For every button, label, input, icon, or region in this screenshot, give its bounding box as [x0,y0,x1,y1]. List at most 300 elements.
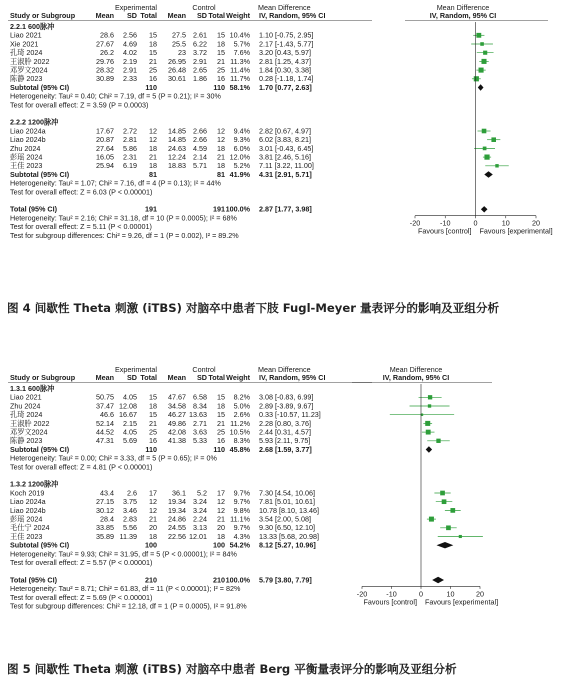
study-row-0-2-weight: 7.6% [233,48,250,58]
study-row-1-4-ctrl-sd: 3.13 [193,523,207,533]
figure-5-caption: 图 5 间歇性 Theta 刺激 (iTBS) 对脑卒中患者 Berg 平衡量表评分的影响及亚组分析 [7,662,457,676]
subgroup-1-subtotal-ci: 8.12 [5.27, 10.96] [259,540,316,550]
subgroup-0-heterogeneity: Heterogeneity: Tau² = 0.40; Chi² = 7.19, df = 5 (P = 0.21); I² = 30% [10,91,221,101]
study-row-1-3-ci: 3.81 [2.46, 5.16] [259,152,311,162]
study-row-1-0-ci: 7.30 [4.54, 10.06] [259,488,315,498]
header-mean-difference-right: Mean Difference [389,365,443,374]
study-row-0-3-name: 王淑肸 2022 [10,56,50,66]
header-method-left: IV, Random, 95% CI [259,11,326,20]
subgroup-0-subtotal-exp-total: 110 [145,444,157,454]
study-row-1-4-point [495,164,498,167]
total-label: Total (95% CI) [10,204,57,214]
study-row-1-2-exp-sd: 5.86 [123,143,137,153]
study-row-1-2-ctrl-sd: 4.59 [193,143,207,153]
study-row-1-2-exp-total: 12 [149,505,157,515]
study-row-1-4-exp-sd: 5.56 [123,523,137,533]
study-row-1-1-weight: 9.3% [233,135,250,145]
study-row-0-4-exp-total: 25 [149,427,157,437]
footer-line-1: Test for overall effect: Z = 5.11 (P < 0.00001) [10,222,152,232]
header-exp-mean: Mean [95,11,114,20]
study-row-1-1-point [442,499,447,504]
study-row-0-3-ctrl-sd: 2.91 [193,56,207,66]
study-row-0-2-point [483,51,487,55]
study-row-0-3-name: 王淑肸 2022 [10,418,50,428]
study-row-0-5-ctrl-mean: 41.38 [168,436,186,446]
study-row-0-4-point [426,430,431,435]
study-row-0-4-name: 邓罗文2024 [10,427,48,437]
study-row-0-4-ctrl-sd: 2.65 [193,65,207,75]
study-row-1-5-ctrl-sd: 12.01 [189,531,207,541]
study-row-1-1-ctrl-mean: 19.34 [168,497,186,507]
study-row-0-1-ctrl-total: 18 [217,39,225,49]
study-row-0-2-exp-total: 15 [149,48,157,58]
subgroup-1-subtotal-weight: 41.9% [229,169,250,179]
study-row-0-1-exp-total: 18 [149,39,157,49]
study-row-1-3-weight: 12.0% [229,152,250,162]
study-row-1-3-ctrl-total: 21 [217,514,225,524]
study-row-1-4-point [446,525,451,530]
study-row-0-0-ctrl-total: 15 [217,30,225,40]
study-row-0-3-exp-total: 21 [149,56,157,66]
study-row-0-4-exp-mean: 28.32 [96,65,114,75]
study-row-0-3-ctrl-mean: 26.95 [168,56,186,66]
study-row-0-2-ctrl-mean: 46.27 [168,410,186,420]
study-row-0-3-point [481,59,486,64]
study-row-1-1-exp-total: 12 [149,497,157,507]
study-row-0-4-ci: 1.84 [0.30, 3.38] [259,65,311,75]
x-tick-label-2: 0 [473,218,478,228]
study-row-0-4-exp-total: 25 [149,65,157,75]
subgroup-0-subtotal-diamond [478,84,484,90]
study-row-0-5-exp-mean: 47.31 [96,436,114,446]
x-tick-label-3: 10 [446,589,455,599]
study-row-1-3-name: 彭瑶 2024 [10,152,43,162]
study-row-1-5-exp-total: 18 [149,531,157,541]
study-row-1-2-point [483,147,487,151]
header-weight: Weight [226,11,250,20]
study-row-0-0-exp-total: 15 [149,392,157,402]
study-row-0-1-ci: 2.17 [-1.43, 5.77] [259,39,314,49]
study-row-1-2-name: Liao 2024b [10,505,46,515]
header-exp-sd: SD [127,11,137,20]
subgroup-0-subtotal-ctrl-total: 110 [213,444,225,454]
study-row-1-1-exp-mean: 20.87 [96,135,114,145]
subgroup-0-label: 2.2.1 600脉冲 [10,22,55,31]
study-row-0-5-name: 陈静 2023 [10,74,43,84]
study-row-0-4-ci: 2.44 [0.31, 4.57] [259,427,311,437]
total-ctrl-total: 191 [213,204,225,214]
study-row-0-0-weight: 10.4% [229,30,250,40]
header-ctrl-sd: SD [197,373,207,382]
study-row-0-4-ctrl-sd: 3.63 [193,427,207,437]
subgroup-1-label: 1.3.2 1200脉冲 [10,479,59,489]
study-row-0-1-name: Xie 2021 [10,39,39,49]
study-row-0-1-exp-sd: 12.08 [119,401,137,411]
subgroup-0-heterogeneity: Heterogeneity: Tau² = 0.00; Chi² = 3.33, df = 5 (P = 0.65); I² = 0% [10,453,217,463]
study-row-0-2-exp-sd: 16.67 [119,410,137,420]
study-row-0-1-weight: 5.7% [233,39,250,49]
study-row-0-4-weight: 11.4% [230,65,250,75]
header-experimental: Experimental [115,365,157,374]
study-row-0-5-point [474,76,479,81]
study-row-1-2-ctrl-total: 12 [217,505,225,515]
study-row-0-3-exp-mean: 29.76 [96,56,114,66]
study-row-1-1-name: Liao 2024a [10,497,46,507]
study-row-1-5-exp-mean: 35.89 [96,531,114,541]
study-row-1-3-exp-total: 21 [149,514,157,524]
study-row-0-1-exp-total: 18 [149,401,157,411]
study-row-1-3-ci: 3.54 [2.00, 5.08] [259,514,311,524]
footer-line-2: Test for subgroup differences: Chi² = 12.18, df = 1 (P = 0.0005), I² = 91.8% [10,601,247,611]
favours-control-label: Favours [control] [363,597,417,607]
study-row-1-0-exp-total: 12 [149,126,157,136]
study-row-1-0-exp-sd: 2.72 [123,126,137,136]
study-row-1-3-exp-mean: 16.05 [96,152,114,162]
header-exp-sd: SD [127,373,137,382]
study-row-1-1-name: Liao 2024b [10,135,46,145]
study-row-1-2-weight: 9.8% [233,505,250,515]
subgroup-1-subtotal-diamond [484,171,493,177]
study-row-0-3-ctrl-total: 21 [217,56,225,66]
study-row-1-3-point [429,517,434,522]
study-row-1-0-weight: 9.7% [233,488,250,498]
study-row-1-2-ci: 3.01 [-0.43, 6.45] [259,143,314,153]
study-row-1-0-point [440,491,445,496]
study-row-1-2-ctrl-total: 18 [217,143,225,153]
study-row-0-3-ctrl-total: 21 [217,418,225,428]
figure-5-forest-plot [0,362,561,652]
forest-plot-svg-fig5 [0,362,561,652]
study-row-0-0-ci: 3.08 [-0.83, 6.99] [259,392,314,402]
study-row-1-2-exp-sd: 3.46 [123,505,137,515]
study-row-0-1-exp-mean: 27.67 [96,39,114,49]
study-row-0-5-ctrl-sd: 5.33 [193,436,207,446]
study-row-0-0-weight: 8.2% [233,392,250,402]
header-exp-mean: Mean [95,373,114,382]
study-row-0-2-exp-mean: 46.6 [100,410,114,420]
subgroup-1-heterogeneity: Heterogeneity: Tau² = 1.07; Chi² = 7.16, df = 4 (P = 0.13); I² = 44% [10,178,221,188]
study-row-0-4-exp-sd: 4.05 [123,427,137,437]
study-row-1-3-ctrl-total: 21 [217,152,225,162]
study-row-0-1-exp-mean: 37.47 [96,401,114,411]
study-row-0-1-weight: 5.0% [233,401,250,411]
study-row-1-4-exp-mean: 33.85 [96,523,114,533]
footer-line-1: Test for overall effect: Z = 5.69 (P < 0.00001) [10,592,153,602]
study-row-0-0-ctrl-sd: 6.58 [193,392,207,402]
study-row-0-0-exp-sd: 2.56 [123,30,137,40]
subgroup-1-overall-test: Test for overall effect: Z = 5.57 (P < 0.00001) [10,558,153,567]
study-row-1-5-point [459,535,462,538]
study-row-1-4-ctrl-total: 18 [217,161,225,171]
study-row-0-2-exp-total: 15 [149,410,157,420]
study-row-1-0-ctrl-sd: 2.66 [193,126,207,136]
study-row-0-0-point [476,33,481,38]
study-row-0-2-ctrl-mean: 23 [178,48,186,58]
header-exp-total: Total [140,373,157,382]
study-row-0-1-name: Zhu 2024 [10,401,41,411]
header-mean-difference-left: Mean Difference [258,3,311,12]
study-row-1-3-ctrl-sd: 2.14 [193,152,207,162]
subgroup-0-subtotal-weight: 45.8% [229,444,250,454]
header-study: Study or Subgroup [10,373,76,382]
subgroup-1-subtotal-diamond [437,542,454,548]
study-row-1-2-exp-mean: 27.64 [96,143,114,153]
favours-experimental-label: Favours [experimental] [479,226,553,236]
total-weight: 100.0% [225,204,250,214]
study-row-0-5-weight: 8.3% [233,436,250,446]
subgroup-1-subtotal-ctrl-total: 81 [217,169,225,179]
study-row-1-0-ctrl-sd: 5.2 [197,488,207,498]
study-row-0-1-ctrl-total: 18 [217,401,225,411]
study-row-1-0-name: Liao 2024a [10,126,46,136]
study-row-1-0-exp-total: 17 [149,488,157,498]
study-row-0-0-ctrl-total: 15 [217,392,225,402]
header-control: Control [192,3,216,12]
study-row-1-1-ctrl-sd: 3.24 [193,497,207,507]
study-row-1-1-exp-sd: 3.75 [123,497,137,507]
study-row-1-4-exp-sd: 6.19 [123,161,137,171]
study-row-1-1-ctrl-total: 12 [217,497,225,507]
study-row-0-0-name: Liao 2021 [10,30,42,40]
study-row-0-5-exp-sd: 2.33 [123,74,137,84]
total-ctrl-total: 210 [213,575,225,585]
subgroup-1-label: 2.2.2 1200脉冲 [10,117,59,127]
study-row-1-1-exp-mean: 27.15 [96,497,114,507]
header-experimental: Experimental [115,3,157,12]
footer-line-0: Heterogeneity: Tau² = 8.71; Chi² = 61.83, df = 11 (P < 0.00001); I² = 82% [10,584,241,594]
study-row-0-1-exp-sd: 4.69 [123,39,137,49]
study-row-0-0-ctrl-mean: 27.5 [172,30,186,40]
study-row-0-3-exp-sd: 2.15 [123,418,137,428]
study-row-1-2-ci: 10.78 [8.10, 13.46] [259,505,319,515]
study-row-0-4-ctrl-total: 25 [217,427,225,437]
study-row-0-2-exp-mean: 26.2 [100,48,114,58]
study-row-0-0-name: Liao 2021 [10,392,42,402]
study-row-0-0-exp-sd: 4.05 [123,392,137,402]
x-tick-label-1: -10 [440,218,451,228]
study-row-1-4-name: 王佳 2023 [10,161,43,171]
header-mean-difference-right: Mean Difference [436,3,490,12]
subgroup-0-subtotal-exp-total: 110 [145,82,157,92]
study-row-1-1-ctrl-sd: 2.66 [193,135,207,145]
total-diamond [432,577,444,583]
study-row-1-4-ctrl-mean: 24.55 [168,523,186,533]
study-row-0-4-point [479,68,484,73]
study-row-0-1-ctrl-mean: 34.58 [168,401,186,411]
header-method-left: IV, Random, 95% CI [259,373,326,382]
total-exp-total: 210 [145,575,157,585]
study-row-1-3-point [484,155,489,160]
study-row-0-2-exp-sd: 4.02 [123,48,137,58]
study-row-1-3-weight: 11.1% [230,514,250,524]
study-row-1-3-name: 彭瑶 2024 [10,514,43,524]
study-row-0-1-ctrl-mean: 25.5 [172,39,186,49]
study-row-1-0-weight: 9.4% [233,126,250,136]
total-ci: 5.79 [3.80, 7.79] [259,575,312,585]
subgroup-1-subtotal-weight: 54.2% [229,540,250,550]
study-row-0-3-ctrl-mean: 49.86 [168,418,186,428]
forest-plot-svg-fig4 [0,0,561,290]
study-row-0-0-ctrl-mean: 47.67 [168,392,186,402]
study-row-0-2-ci: 3.20 [0.43, 5.97] [259,48,311,58]
x-tick-label-3: 10 [501,218,510,228]
study-row-0-5-ci: 0.28 [-1.18, 1.74] [259,74,314,84]
study-row-1-4-exp-mean: 25.94 [96,161,114,171]
header-mean-difference-left: Mean Difference [258,365,311,374]
study-row-0-3-exp-mean: 52.14 [96,418,114,428]
study-row-1-1-ci: 6.02 [3.83, 8.21] [259,135,311,145]
x-tick-label-4: 20 [476,589,484,599]
total-exp-total: 191 [145,204,157,214]
study-row-0-2-name: 孔琦 2024 [10,410,43,420]
study-row-1-5-ci: 13.33 [5.68, 20.98] [259,531,319,541]
study-row-1-3-exp-sd: 2.83 [123,514,137,524]
study-row-0-5-name: 陈静 2023 [10,436,43,446]
study-row-1-2-name: Zhu 2024 [10,143,41,153]
study-row-1-2-ctrl-sd: 3.24 [193,505,207,515]
study-row-1-5-ctrl-total: 18 [217,531,225,541]
study-row-0-5-exp-sd: 5.69 [123,436,137,446]
study-row-0-2-weight: 2.6% [233,410,250,420]
study-row-0-2-ctrl-sd: 3.72 [193,48,207,58]
study-row-1-2-exp-total: 18 [149,143,157,153]
study-row-0-3-exp-total: 21 [149,418,157,428]
study-row-0-2-ci: 0.33 [-10.57, 11.23] [259,410,321,420]
study-row-0-4-name: 邓罗文2024 [10,65,48,75]
study-row-1-0-exp-sd: 2.6 [127,488,137,498]
study-row-0-4-ctrl-mean: 42.08 [168,427,186,437]
study-row-1-3-ctrl-mean: 12.24 [168,152,186,162]
study-row-0-5-point [436,439,440,443]
subgroup-0-subtotal-ci: 1.70 [0.77, 2.63] [259,82,312,92]
study-row-1-4-exp-total: 20 [149,523,157,533]
subgroup-0-subtotal-label: Subtotal (95% CI) [10,82,70,92]
subgroup-1-subtotal-ci: 4.31 [2.91, 5.71] [259,169,312,179]
study-row-1-3-exp-total: 21 [149,152,157,162]
header-weight: Weight [226,373,250,382]
figure-4-forest-plot [0,0,561,290]
study-row-1-0-exp-mean: 17.67 [96,126,114,136]
subgroup-0-subtotal-label: Subtotal (95% CI) [10,444,70,454]
subgroup-1-overall-test: Test for overall effect: Z = 6.03 (P < 0.00001) [10,187,153,197]
study-row-1-4-ci: 7.11 [3.22, 11.00] [259,161,314,171]
study-row-1-4-weight: 5.2% [233,161,250,171]
subgroup-0-overall-test: Test for overall effect: Z = 4.81 (P < 0.00001) [10,462,153,472]
study-row-1-4-exp-total: 18 [149,161,157,171]
study-row-1-1-exp-total: 12 [149,135,157,145]
study-row-1-5-weight: 4.3% [233,531,250,541]
study-row-0-5-ctrl-sd: 1.86 [193,74,207,84]
study-row-0-3-ci: 2.81 [1.25, 4.37] [259,56,311,66]
total-label: Total (95% CI) [10,575,57,585]
study-row-0-0-exp-mean: 50.75 [96,392,114,402]
x-tick-label-0: -20 [409,218,421,228]
study-row-1-4-weight: 9.7% [233,523,250,533]
study-row-0-3-exp-sd: 2.19 [123,56,137,66]
study-row-1-3-exp-sd: 2.31 [123,152,137,162]
header-control: Control [192,365,216,374]
study-row-1-5-name: 王佳 2023 [10,531,43,541]
study-row-0-0-exp-total: 15 [149,30,157,40]
study-row-1-2-point [450,508,455,513]
study-row-1-1-ctrl-total: 12 [217,135,225,145]
study-row-1-5-ctrl-mean: 22.56 [168,531,186,541]
study-row-0-1-ctrl-sd: 6.22 [193,39,207,49]
study-row-1-2-ctrl-mean: 19.34 [168,505,186,515]
study-row-1-0-ctrl-mean: 14.85 [168,126,186,136]
study-row-0-4-ctrl-mean: 26.48 [168,65,186,75]
study-row-1-0-ctrl-total: 12 [217,126,225,136]
study-row-1-2-exp-mean: 30.12 [96,505,114,515]
study-row-0-0-ctrl-sd: 2.61 [193,30,207,40]
subgroup-1-subtotal-exp-total: 100 [145,540,157,550]
study-row-1-0-ctrl-total: 17 [217,488,225,498]
subgroup-0-label: 1.3.1 600脉冲 [10,384,55,393]
study-row-1-5-exp-sd: 11.39 [119,531,137,541]
study-row-1-4-ctrl-mean: 18.83 [168,161,186,171]
subgroup-0-subtotal-ci: 2.68 [1.59, 3.77] [259,444,312,454]
study-row-0-0-ci: 1.10 [-0.75, 2.95] [259,30,314,40]
subgroup-0-subtotal-ctrl-total: 110 [213,82,225,92]
study-row-0-5-ctrl-total: 16 [217,436,225,446]
study-row-0-4-exp-mean: 44.52 [96,427,114,437]
total-diamond [481,206,488,212]
study-row-0-5-ctrl-mean: 30.61 [168,74,186,84]
study-row-0-5-ctrl-total: 16 [217,74,225,84]
study-row-1-2-weight: 6.0% [233,143,250,153]
subgroup-0-overall-test: Test for overall effect: Z = 3.59 (P = 0.0003) [10,100,149,110]
footer-line-0: Heterogeneity: Tau² = 2.16; Chi² = 31.18, df = 10 (P = 0.0005); I² = 68% [10,213,237,223]
study-row-0-1-point [480,42,484,46]
study-row-0-3-point [425,421,430,426]
subgroup-1-subtotal-ctrl-total: 100 [213,540,225,550]
header-ctrl-mean: Mean [167,11,186,20]
header-method-right: IV, Random, 95% CI [429,11,497,20]
header-ctrl-sd: SD [197,11,207,20]
study-row-1-0-name: Koch 2019 [10,488,45,498]
study-row-1-1-weight: 9.7% [233,497,250,507]
study-row-0-5-exp-total: 16 [149,436,157,446]
study-row-0-5-exp-mean: 30.89 [96,74,114,84]
header-exp-total: Total [140,11,157,20]
study-row-0-5-weight: 11.7% [230,74,250,84]
study-row-1-3-exp-mean: 28.4 [100,514,114,524]
study-row-0-3-ctrl-sd: 2.71 [193,418,207,428]
study-row-1-0-ci: 2.82 [0.67, 4.97] [259,126,311,136]
study-row-0-3-weight: 11.2% [230,418,250,428]
total-weight: 100.0% [225,575,250,585]
study-row-1-1-ctrl-mean: 14.85 [168,135,186,145]
study-row-0-0-exp-mean: 28.6 [100,30,114,40]
study-row-1-1-point [491,137,496,142]
study-row-0-1-ctrl-sd: 8.34 [193,401,207,411]
study-row-0-5-ci: 5.93 [2.11, 9.75] [259,436,311,446]
study-row-0-5-exp-total: 16 [149,74,157,84]
subgroup-0-subtotal-weight: 58.1% [229,82,250,92]
header-study: Study or Subgroup [10,11,76,20]
study-row-0-2-ctrl-total: 15 [217,48,225,58]
study-row-0-4-ctrl-total: 25 [217,65,225,75]
study-row-1-1-exp-sd: 2.81 [123,135,137,145]
study-row-0-3-ci: 2.28 [0.80, 3.76] [259,418,311,428]
total-ci: 2.87 [1.77, 3.98] [259,204,312,214]
study-row-1-0-point [482,129,487,134]
header-ctrl-mean: Mean [167,373,186,382]
study-row-1-4-ci: 9.30 [6.50, 12.10] [259,523,315,533]
subgroup-1-subtotal-label: Subtotal (95% CI) [10,540,70,550]
x-tick-label-4: 20 [532,218,540,228]
subgroup-1-subtotal-label: Subtotal (95% CI) [10,169,70,179]
